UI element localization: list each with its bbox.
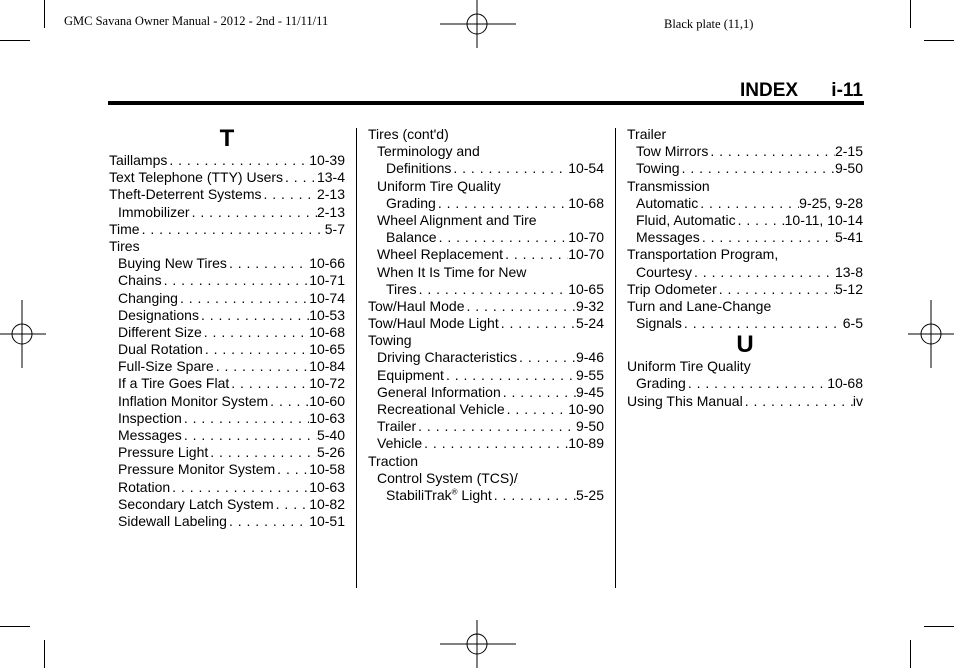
index-entry: [109, 513, 345, 530]
index-entry-label: Using This Manual: [627, 392, 743, 409]
dot-leader: [199, 307, 309, 324]
registration-mark-right: [908, 300, 954, 368]
index-entry-label: Transportation Program,: [627, 246, 779, 263]
index-entry: [109, 341, 345, 358]
index-entry: [109, 272, 345, 289]
dot-leader: [743, 393, 853, 410]
crop-mark: [0, 40, 30, 41]
index-entry-label: Changing: [118, 289, 178, 306]
dot-leader: [680, 160, 835, 177]
index-entry-label: Tires: [109, 237, 140, 254]
crop-mark: [910, 640, 911, 668]
index-entry-label: Vehicle: [377, 435, 423, 452]
section-title: INDEX: [740, 80, 799, 101]
index-entry-page: 13-4: [316, 169, 345, 186]
index-entry: [109, 427, 345, 444]
index-entry-label-suffix: Light: [457, 486, 492, 503]
index-entry: [627, 143, 863, 160]
index-entry: [109, 221, 345, 238]
index-entry-page: 9-50: [834, 160, 863, 177]
index-entry: [627, 358, 863, 375]
index-entry-label: Automatic: [636, 194, 699, 211]
index-entry: [627, 212, 863, 229]
dot-leader: [682, 315, 843, 332]
column-divider: [615, 128, 616, 588]
index-entry-page: 10-84: [309, 358, 345, 375]
index-entry: [368, 264, 604, 281]
index-entry: [109, 375, 345, 392]
index-entry: [109, 152, 345, 169]
index-entry-page: 9-50: [575, 418, 604, 435]
index-entry-label: Trailer: [377, 418, 417, 435]
index-entry-label: Balance: [386, 229, 437, 246]
crop-mark: [44, 640, 45, 668]
index-entry-page: 9-46: [575, 349, 604, 366]
index-entry-label: Time: [109, 220, 140, 237]
page-title: [740, 80, 863, 102]
index-entry-label: Wheel Alignment and Tire: [377, 211, 537, 228]
crop-mark: [910, 0, 911, 28]
index-entry: [368, 332, 604, 349]
index-entry-label: Different Size: [118, 323, 202, 340]
index-entry-label: If a Tire Goes Flat: [118, 375, 230, 392]
registration-mark-bottom: [440, 618, 516, 668]
document-source-label: GMC Savana Owner Manual - 2012 - 2nd - 11/11/11: [64, 14, 329, 28]
dot-leader: [416, 418, 576, 435]
index-column-2: [368, 126, 604, 504]
index-entry-page: iv: [852, 392, 863, 409]
index-entry: [627, 229, 863, 246]
index-entry-label-text: StabiliTrak: [386, 486, 452, 503]
index-entry-label: Messages: [118, 427, 182, 443]
dot-leader: [268, 393, 309, 410]
index-entry: [368, 418, 604, 435]
index-entry-label: Tow/Haul Mode Light: [368, 315, 499, 332]
index-entry-page: 10-60: [309, 392, 345, 409]
index-entry-label: Driving Characteristics: [377, 349, 518, 366]
index-entry: [109, 186, 345, 203]
index-entry: [109, 496, 345, 513]
index-entry-label: Pressure Monitor System: [118, 461, 276, 478]
index-entry: [109, 461, 345, 478]
index-entry-page: 10-65: [568, 280, 604, 297]
registration-mark-left: [0, 300, 46, 368]
index-entry-page: 10-68: [827, 375, 863, 392]
index-entry-page: 10-74: [309, 289, 345, 306]
crop-mark: [44, 0, 45, 28]
index-entry-page: 9-32: [575, 297, 604, 314]
dot-leader: [283, 169, 317, 186]
index-entry-page: 5-41: [834, 229, 863, 246]
index-entry: [109, 290, 345, 307]
index-entry-page: 10-63: [309, 409, 345, 426]
dot-leader: [190, 204, 317, 221]
dot-leader: [178, 290, 309, 307]
index-entry: [109, 444, 345, 461]
header-rule: [108, 101, 864, 105]
dot-leader: [686, 375, 827, 392]
index-entry-label: Rotation: [118, 478, 171, 495]
index-entry-page: 2-13: [316, 186, 345, 203]
index-entry: [368, 470, 604, 487]
dot-leader: [698, 195, 799, 212]
crop-mark: [924, 40, 954, 41]
index-entry-page: 5-24: [575, 315, 604, 332]
index-column-3: [627, 126, 863, 410]
index-entry-page: 6-5: [842, 315, 863, 332]
index-entry-label: Text Telephone (TTY) Users: [109, 169, 284, 186]
index-entry: [368, 367, 604, 384]
index-entry-label: Designations: [118, 306, 199, 323]
index-entry-label: General Information: [377, 383, 501, 400]
page-number: i-11: [831, 80, 863, 101]
index-entry-page: 10-70: [568, 229, 604, 246]
index-entry-label: Chains: [118, 272, 162, 289]
index-entry: [109, 410, 345, 427]
index-entry-page: 10-63: [309, 478, 345, 495]
dot-leader: [274, 496, 310, 513]
index-entry-page: 10-90: [568, 401, 604, 417]
index-entry-page: 10-53: [309, 306, 345, 323]
index-entry-label: Wheel Replacement: [377, 246, 504, 263]
index-entry-label: Tow/Haul Mode: [368, 297, 465, 314]
dot-leader: [182, 410, 309, 427]
index-entry-label: Towing: [368, 332, 412, 349]
dot-leader: [214, 358, 309, 375]
index-entry-label: Tires (cont'd): [368, 126, 449, 142]
index-entry: [368, 195, 604, 212]
index-entry-page: 9-55: [575, 366, 604, 383]
dot-leader: [436, 195, 568, 212]
index-entry-page: 5-25: [575, 486, 604, 503]
dot-leader: [275, 461, 309, 478]
plate-label: Black plate (11,1): [664, 17, 754, 31]
index-entry: [109, 255, 345, 272]
index-entry-label: Fluid, Automatic: [636, 211, 736, 228]
index-entry-page: 10-58: [309, 461, 345, 478]
dot-leader: [708, 143, 835, 160]
dot-leader: [202, 324, 309, 341]
dot-leader: [162, 272, 310, 289]
index-entry-label: Traction: [368, 452, 419, 469]
dot-leader: [203, 341, 309, 358]
index-entry: [109, 358, 345, 375]
index-entry-label: Tow Mirrors: [636, 143, 709, 160]
index-entry-label: Equipment: [377, 366, 444, 383]
dot-leader: [140, 221, 325, 238]
index-entry: [368, 160, 604, 177]
dot-leader: [503, 246, 568, 263]
index-entry-page: 10-51: [309, 512, 345, 529]
index-entry-label: When It Is Time for New: [377, 263, 527, 280]
dot-leader: [492, 487, 576, 504]
index-entry-label: Uniform Tire Quality: [377, 177, 501, 194]
index-entry: [368, 126, 604, 143]
index-entry-label: Turn and Lane-Change: [627, 297, 772, 314]
index-entry-label: Signals: [636, 315, 682, 332]
index-entry-label: Taillamps: [109, 152, 168, 168]
index-entry-label: Full-Size Spare: [118, 358, 214, 375]
index-entry: [627, 160, 863, 177]
dot-leader: [167, 152, 309, 169]
index-letter-heading: U: [736, 331, 754, 359]
index-entry-page: 10-82: [309, 495, 345, 512]
index-entry: [627, 281, 863, 298]
index-entry-label: Grading: [386, 194, 436, 211]
index-entry: [109, 393, 345, 410]
index-entry-label: Recreational Vehicle: [377, 401, 505, 417]
dot-leader: [517, 349, 576, 366]
index-entry-page: 9-25, 9-28: [799, 194, 863, 211]
crop-mark: [0, 626, 30, 627]
index-entry-label: Towing: [636, 160, 680, 177]
dot-leader: [736, 212, 785, 229]
index-column-1: [109, 126, 345, 530]
index-entry: [109, 324, 345, 341]
dot-leader: [465, 298, 576, 315]
index-entry-label: Uniform Tire Quality: [627, 358, 751, 375]
index-entry: [109, 169, 345, 186]
index-letter-heading: T: [219, 125, 235, 152]
index-entry-page: 10-11, 10-14: [784, 211, 863, 228]
index-entry: [627, 375, 863, 392]
index-entry: [627, 264, 863, 281]
index-entry: [109, 307, 345, 324]
index-entry-page: 2-13: [316, 203, 345, 220]
dot-leader: [227, 255, 309, 272]
index-entry: [109, 204, 345, 221]
index-entry-label: Tires: [386, 280, 417, 297]
index-entry-page: 5-40: [316, 427, 345, 443]
index-entry-page: 10-70: [568, 246, 604, 263]
index-entry-label: Messages: [636, 229, 700, 246]
index-entry-label: Theft-Deterrent Systems: [109, 186, 262, 203]
index-entry: [368, 487, 604, 504]
index-entry-label: Control System (TCS)/: [377, 469, 518, 486]
index-entry: [109, 238, 345, 255]
index-entry-page: 5-26: [316, 444, 345, 461]
index-entry-page: 10-65: [309, 341, 345, 358]
index-entry-page: 5-12: [834, 280, 863, 297]
index-entry: [627, 298, 863, 315]
index-entry: [627, 315, 863, 332]
index-entry-page: 10-54: [568, 160, 604, 177]
index-entry-page: 10-68: [568, 194, 604, 211]
index-entry: [368, 349, 604, 366]
index-entry-label: Immobilizer: [118, 203, 190, 220]
index-entry: [627, 195, 863, 212]
index-entry-label: Inflation Monitor System: [118, 392, 269, 409]
dot-leader: [170, 479, 309, 496]
index-entry-page: 13-8: [834, 263, 863, 280]
dot-leader: [499, 315, 576, 332]
index-entry-page: 10-71: [309, 272, 345, 289]
index-entry: [627, 393, 863, 410]
dot-leader: [262, 186, 317, 203]
index-entry-label: [386, 487, 492, 504]
column-divider: [356, 128, 357, 588]
registration-mark-top: [440, 0, 516, 56]
index-entry-page: 10-68: [309, 323, 345, 340]
index-entry-label: Pressure Light: [118, 444, 209, 461]
index-entry-page: 10-89: [568, 435, 604, 452]
index-entry-page: 9-45: [575, 383, 604, 400]
index-entry: [627, 178, 863, 195]
index-entry: [368, 281, 604, 298]
index-entry: [368, 435, 604, 452]
index-entry-label: Trip Odometer: [627, 280, 717, 297]
index-entry: [627, 246, 863, 263]
index-entry-page: 10-39: [309, 152, 345, 168]
index-entry: [627, 126, 863, 143]
index-entry-page: 2-15: [834, 143, 863, 160]
index-entry-page: 5-7: [324, 220, 345, 237]
dot-leader: [692, 264, 835, 281]
index-entry: [368, 384, 604, 401]
index-entry: [368, 298, 604, 315]
index-entry-label: Sidewall Labeling: [118, 512, 227, 529]
index-entry: [368, 178, 604, 195]
dot-leader: [182, 427, 317, 444]
crop-mark: [924, 626, 954, 627]
index-entry-page: 10-66: [309, 255, 345, 272]
registered-mark: ®: [451, 487, 458, 497]
index-entry-label: Grading: [636, 375, 686, 392]
index-entry-label: Definitions: [386, 160, 452, 177]
dot-leader: [717, 281, 835, 298]
dot-leader: [229, 375, 309, 392]
dot-leader: [437, 229, 569, 246]
dot-leader: [422, 435, 568, 452]
index-entry-label: Trailer: [627, 126, 667, 142]
dot-leader: [417, 281, 569, 298]
dot-leader: [451, 160, 568, 177]
index-entry-label: Courtesy: [636, 263, 693, 280]
dot-leader: [505, 401, 569, 418]
index-entry: [368, 453, 604, 470]
index-entry-label: Terminology and: [377, 143, 480, 160]
dot-leader: [501, 384, 576, 401]
index-entry-page: 10-72: [309, 375, 345, 392]
index-entry-label: Secondary Latch System: [118, 495, 274, 512]
index-entry: [368, 401, 604, 418]
index-entry: [109, 479, 345, 496]
index-entry: [368, 212, 604, 229]
dot-leader: [227, 513, 309, 530]
dot-leader: [444, 367, 576, 384]
dot-leader: [700, 229, 835, 246]
index-entry-label: Buying New Tires: [118, 255, 227, 272]
index-entry-label: Dual Rotation: [118, 341, 203, 358]
dot-leader: [208, 444, 317, 461]
index-entry: [368, 315, 604, 332]
index-entry-label: Inspection: [118, 409, 182, 426]
index-entry-label: Transmission: [627, 177, 710, 194]
index-entry: [368, 246, 604, 263]
index-entry: [368, 143, 604, 160]
index-entry: [368, 229, 604, 246]
